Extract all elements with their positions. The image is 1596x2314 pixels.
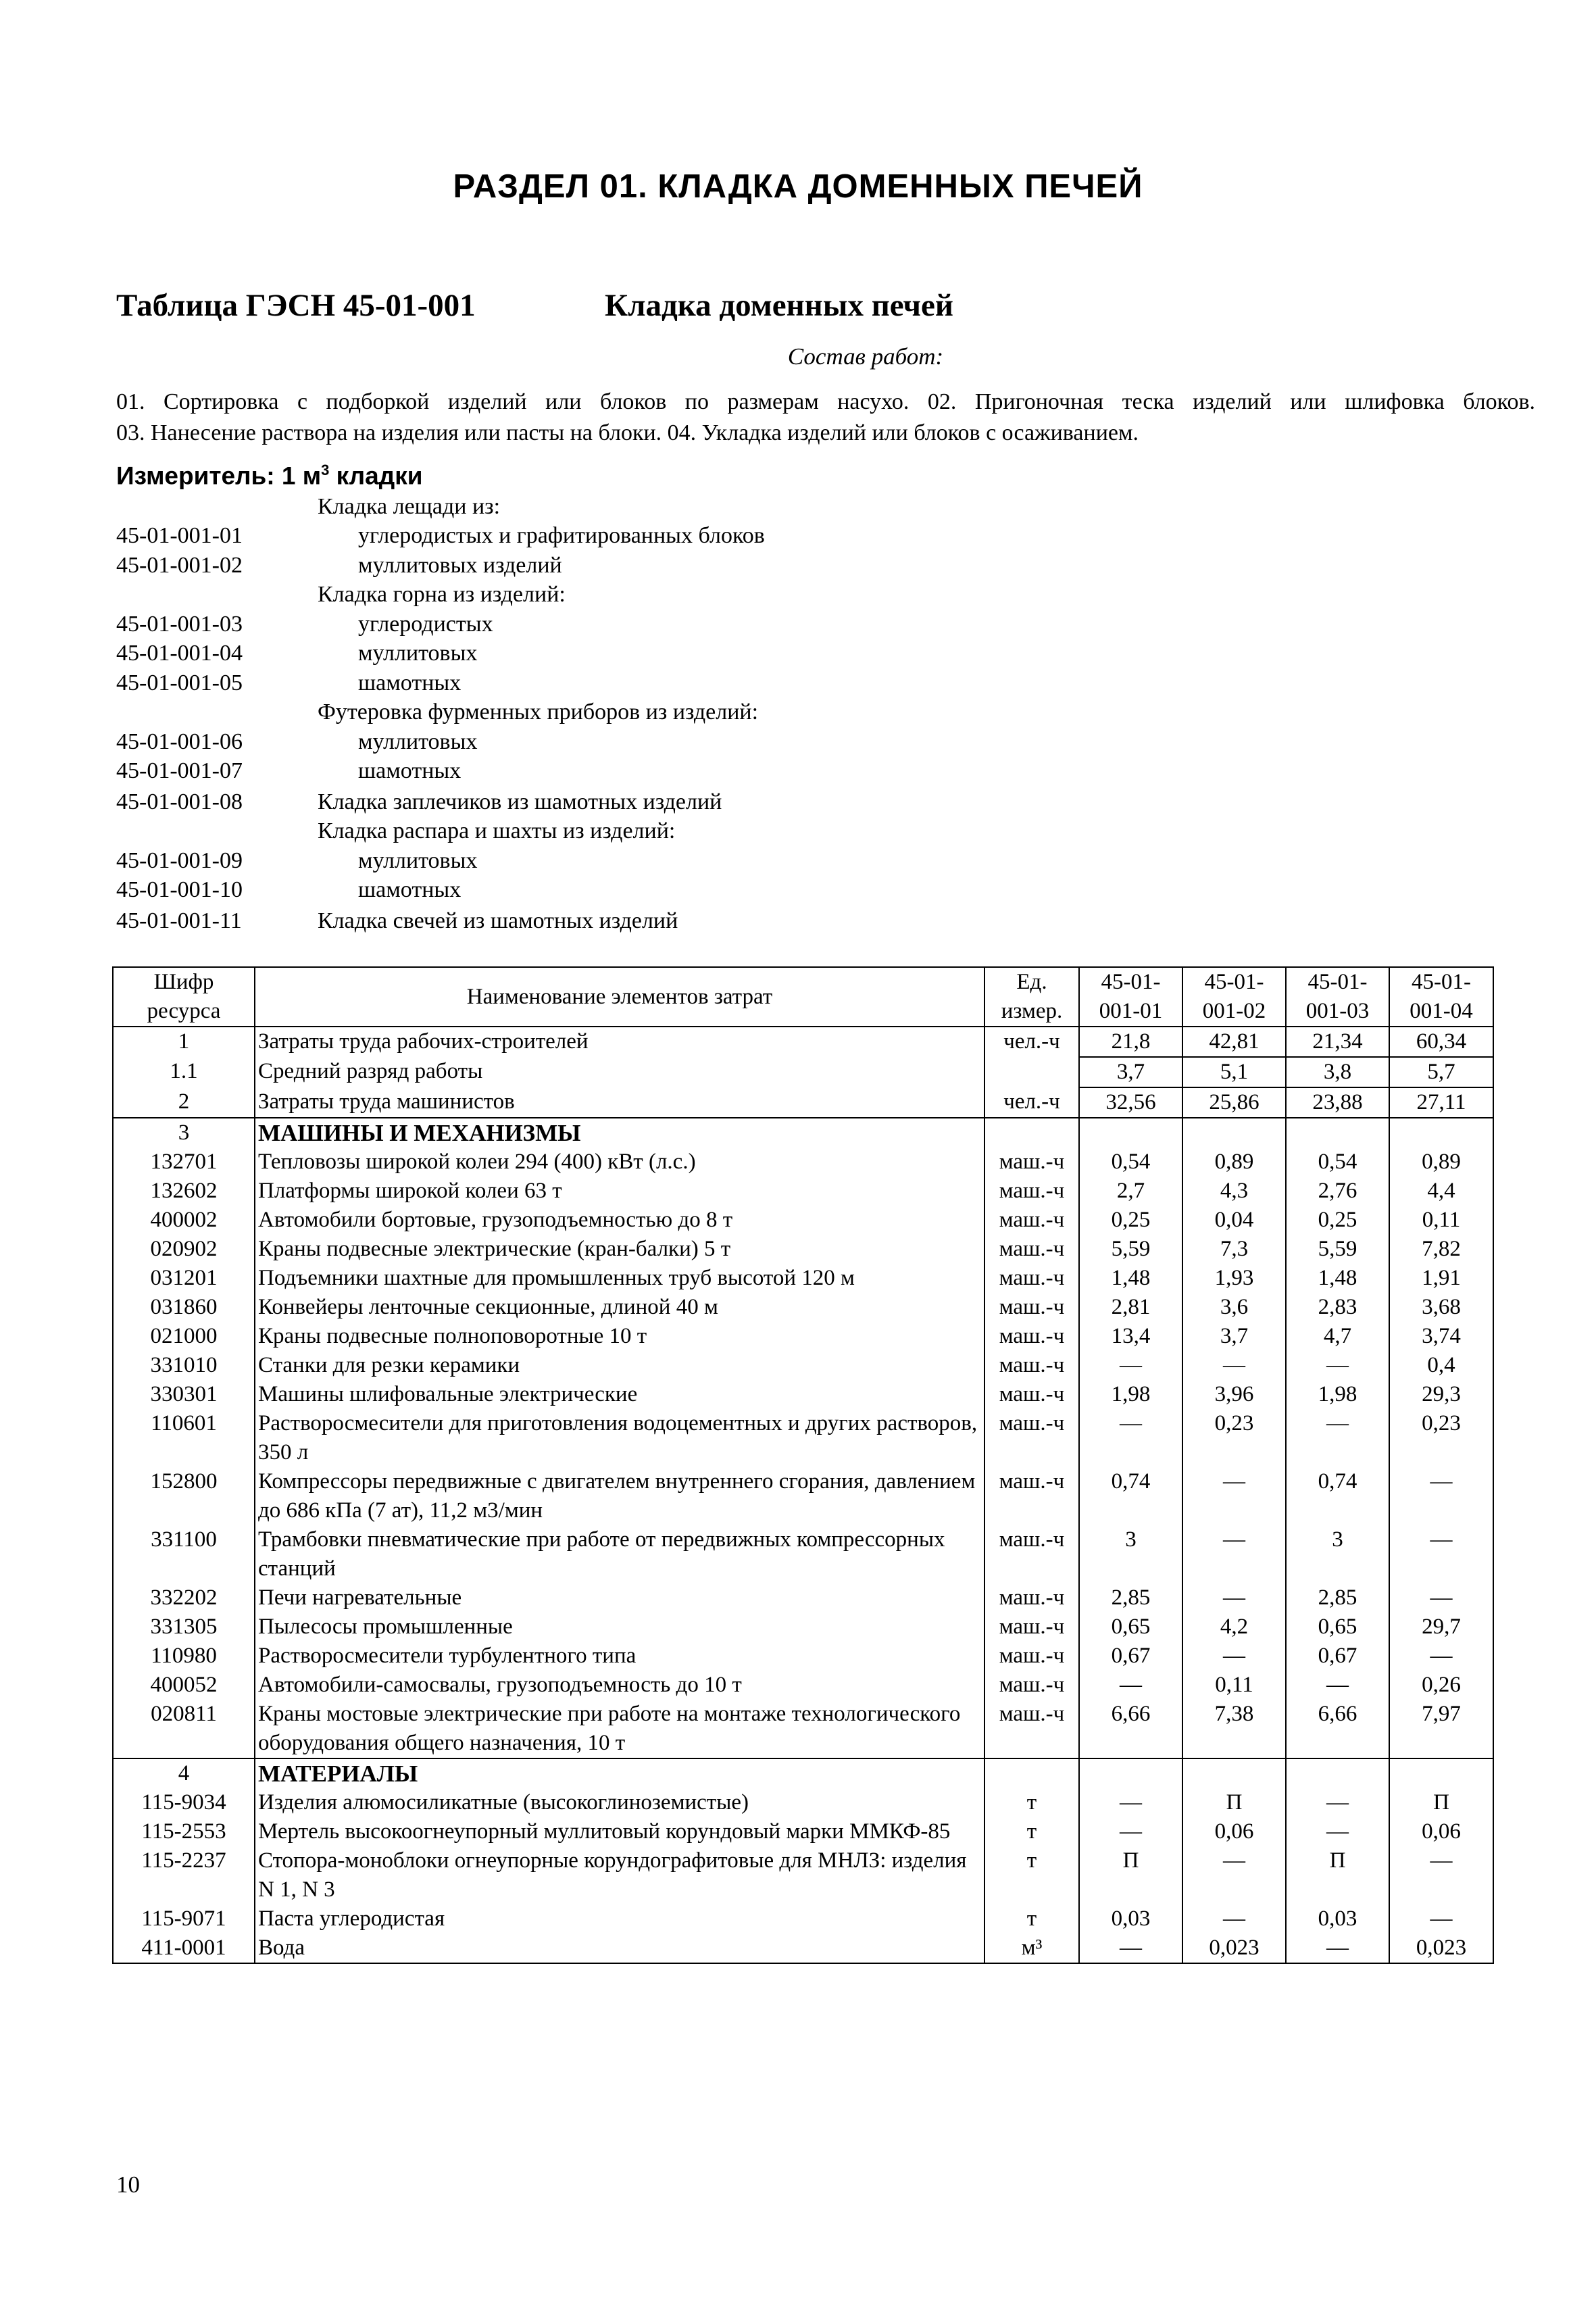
rate-value-1: 0,74: [1079, 1467, 1182, 1525]
resource-unit: [984, 1057, 1079, 1087]
rate-value-1: 32,56: [1079, 1087, 1182, 1118]
resource-unit: маш.-ч: [984, 1206, 1079, 1235]
resource-name: Пылесосы промышленные: [255, 1613, 984, 1642]
resource-name: Компрессоры передвижные с двигателем внутреннего сгорания, давлением до 686 кПа (7 ат), 11,2 м3/мин: [255, 1467, 984, 1525]
rate-value-3: 0,03: [1286, 1904, 1389, 1934]
rate-value-4: —: [1389, 1846, 1493, 1904]
rate-value-2: 4,2: [1182, 1613, 1286, 1642]
rate-value-1: —: [1079, 1351, 1182, 1380]
resource-name: Платформы широкой колеи 63 т: [255, 1177, 984, 1206]
rate-value-4: 0,06: [1389, 1817, 1493, 1846]
rate-description: углеродистых и графитированных блоков: [358, 523, 765, 548]
resource-code: 115-9034: [113, 1788, 255, 1817]
resource-code: 115-9071: [113, 1904, 255, 1934]
resource-code: 031201: [113, 1264, 255, 1293]
rate-value-2: —: [1182, 1904, 1286, 1934]
table-row: [113, 1700, 1493, 1758]
table-row: [113, 1027, 1493, 1057]
rate-value-4: —: [1389, 1525, 1493, 1583]
table-row: [113, 1380, 1493, 1409]
header-col-3: 45-01- 001-03: [1286, 967, 1389, 1027]
resource-name: Подъемники шахтные для промышленных труб высотой 120 м: [255, 1264, 984, 1293]
rate-value-3: 0,65: [1286, 1613, 1389, 1642]
rate-value-2: —: [1182, 1583, 1286, 1613]
rate-code: 45-01-001-08: [116, 789, 243, 814]
resource-name: Затраты труда машинистов: [255, 1087, 984, 1118]
resource-name: Вода: [255, 1934, 984, 1963]
table-header-row: [113, 967, 1493, 1027]
table-row: [113, 1177, 1493, 1206]
rate-code: 45-01-001-01: [116, 523, 243, 548]
unit-exponent: 3: [321, 462, 330, 478]
rate-value-1: 6,66: [1079, 1700, 1182, 1758]
table-row: [113, 1087, 1493, 1118]
rate-value-3: 1,48: [1286, 1264, 1389, 1293]
rate-value-4: 1,91: [1389, 1264, 1493, 1293]
rate-value-3: П: [1286, 1846, 1389, 1904]
resource-code: 020811: [113, 1700, 255, 1758]
table-row: [113, 1467, 1493, 1525]
rate-code: 45-01-001-04: [116, 641, 243, 666]
resource-code: 330301: [113, 1380, 255, 1409]
rate-code: 45-01-001-07: [116, 758, 243, 783]
rate-value-3: 0,54: [1286, 1148, 1389, 1177]
cost-table: [112, 966, 1494, 1964]
rate-value-2: П: [1182, 1788, 1286, 1817]
rate-value-3: 6,66: [1286, 1700, 1389, 1758]
unit-label: Измеритель: 1 м: [116, 462, 322, 490]
rate-value-4: 27,11: [1389, 1087, 1493, 1118]
operations-line-1: 01. Сортировка с подборкой изделий или блоков по размерам насухо. 02. Пригоночная теска изделий или шлифовка блоков.: [116, 389, 1535, 414]
resource-name: Изделия алюмосиликатные (высокоглиноземистые): [255, 1788, 984, 1817]
rate-value-4: П: [1389, 1788, 1493, 1817]
rate-value-3: 0,25: [1286, 1206, 1389, 1235]
work-composition-heading: [0, 343, 1596, 370]
rate-value-4: 3,74: [1389, 1322, 1493, 1351]
resource-name: Растворосмесители турбулентного типа: [255, 1642, 984, 1671]
rate-value-1: 2,7: [1079, 1177, 1182, 1206]
table-row: [113, 1118, 1493, 1148]
rate-value-2: 0,023: [1182, 1934, 1286, 1963]
rate-value-3: 21,34: [1286, 1027, 1389, 1057]
resource-code: 4: [113, 1758, 255, 1788]
rate-value-2: 0,04: [1182, 1206, 1286, 1235]
table-row: [113, 1409, 1493, 1467]
rate-value-3: 1,98: [1286, 1380, 1389, 1409]
rate-value-3: 23,88: [1286, 1087, 1389, 1118]
resource-code: 021000: [113, 1322, 255, 1351]
table-row: [113, 1235, 1493, 1264]
resource-name: Краны подвесные полноповоротные 10 т: [255, 1322, 984, 1351]
resource-name: Краны подвесные электрические (кран-балки) 5 т: [255, 1235, 984, 1264]
resource-name: Средний разряд работы: [255, 1057, 984, 1087]
rate-description: муллитовых: [358, 729, 478, 754]
resource-code: 331100: [113, 1525, 255, 1583]
work-composition-label: Состав работ:: [787, 343, 944, 370]
resource-name: Паста углеродистая: [255, 1904, 984, 1934]
rate-value-1: —: [1079, 1788, 1182, 1817]
rate-value-1: 2,81: [1079, 1293, 1182, 1322]
resource-code: 115-2237: [113, 1846, 255, 1904]
table-id: Таблица ГЭСН 45-01-001: [116, 288, 476, 323]
rate-description: шамотных: [358, 670, 462, 695]
resource-name: Автомобили-самосвалы, грузоподъемность до 10 т: [255, 1671, 984, 1700]
rate-value-1: 1,48: [1079, 1264, 1182, 1293]
rate-value-4: 0,023: [1389, 1934, 1493, 1963]
resource-unit: [984, 1758, 1079, 1788]
rate-value-4: 60,34: [1389, 1027, 1493, 1057]
resource-unit: т: [984, 1846, 1079, 1904]
header-unit: Ед. измер.: [984, 967, 1079, 1027]
rate-value-1: —: [1079, 1934, 1182, 1963]
resource-unit: маш.-ч: [984, 1700, 1079, 1758]
rate-value-3: —: [1286, 1409, 1389, 1467]
section-title: РАЗДЕЛ 01. КЛАДКА ДОМЕННЫХ ПЕЧЕЙ: [453, 168, 1143, 205]
rate-value-3: 0,74: [1286, 1467, 1389, 1525]
table-row: [113, 1758, 1493, 1788]
rate-value-2: [1182, 1118, 1286, 1148]
table-row: [113, 1934, 1493, 1963]
table-row: [113, 1206, 1493, 1235]
rate-value-4: 29,3: [1389, 1380, 1493, 1409]
rate-value-3: —: [1286, 1934, 1389, 1963]
rate-description: Кладка заплечиков из шамотных изделий: [318, 789, 722, 814]
resource-code: 132602: [113, 1177, 255, 1206]
resource-unit: маш.-ч: [984, 1380, 1079, 1409]
resource-name: Автомобили бортовые, грузоподъемностью до 8 т: [255, 1206, 984, 1235]
rate-value-3: 3,8: [1286, 1057, 1389, 1087]
header-code: Шифр ресурса: [113, 967, 255, 1027]
rate-value-4: 7,82: [1389, 1235, 1493, 1264]
rate-value-2: 3,6: [1182, 1293, 1286, 1322]
resource-code: 400002: [113, 1206, 255, 1235]
table-row: [113, 1148, 1493, 1177]
rate-value-2: [1182, 1758, 1286, 1788]
rate-value-1: П: [1079, 1846, 1182, 1904]
rate-value-4: —: [1389, 1583, 1493, 1613]
resource-code: 332202: [113, 1583, 255, 1613]
rate-value-3: 0,67: [1286, 1642, 1389, 1671]
table-row: [113, 1788, 1493, 1817]
rate-value-2: 4,3: [1182, 1177, 1286, 1206]
rate-value-2: 7,3: [1182, 1235, 1286, 1264]
rate-value-1: 0,54: [1079, 1148, 1182, 1177]
rate-value-2: 42,81: [1182, 1027, 1286, 1057]
table-row: [113, 1322, 1493, 1351]
rate-value-2: —: [1182, 1467, 1286, 1525]
table-row: [113, 1642, 1493, 1671]
resource-code: 1.1: [113, 1057, 255, 1087]
rate-value-4: 29,7: [1389, 1613, 1493, 1642]
resource-name: Стопора-моноблоки огнеупорные корундографитовые для МНЛЗ: изделия N 1, N 3: [255, 1846, 984, 1904]
resource-unit: маш.-ч: [984, 1322, 1079, 1351]
unit-tail: кладки: [329, 462, 423, 490]
rate-value-2: 1,93: [1182, 1264, 1286, 1293]
rate-description: шамотных: [358, 877, 462, 902]
rate-code: 45-01-001-11: [116, 908, 242, 933]
rate-value-1: 0,03: [1079, 1904, 1182, 1934]
rate-value-2: 0,23: [1182, 1409, 1286, 1467]
rate-value-3: —: [1286, 1788, 1389, 1817]
rate-description: Кладка свечей из шамотных изделий: [318, 908, 678, 933]
rate-value-4: [1389, 1118, 1493, 1148]
resource-unit: маш.-ч: [984, 1177, 1079, 1206]
resource-code: 1: [113, 1027, 255, 1057]
resource-name: Мертель высокоогнеупорный муллитовый корундовый марки ММКФ-85: [255, 1817, 984, 1846]
rate-value-3: 2,76: [1286, 1177, 1389, 1206]
rate-value-4: —: [1389, 1467, 1493, 1525]
rate-value-3: —: [1286, 1671, 1389, 1700]
table-row: [113, 1583, 1493, 1613]
rate-description: Кладка распара и шахты из изделий:: [318, 818, 676, 843]
resource-code: 331010: [113, 1351, 255, 1380]
table-row: [113, 1351, 1493, 1380]
rate-value-4: —: [1389, 1642, 1493, 1671]
page-number: 10: [116, 2171, 140, 2198]
rate-value-3: —: [1286, 1351, 1389, 1380]
rate-value-4: 0,23: [1389, 1409, 1493, 1467]
rate-value-3: 2,85: [1286, 1583, 1389, 1613]
rate-value-1: 5,59: [1079, 1235, 1182, 1264]
rate-code: 45-01-001-03: [116, 612, 243, 637]
resource-code: 152800: [113, 1467, 255, 1525]
rate-value-4: 3,68: [1389, 1293, 1493, 1322]
rate-value-2: 0,06: [1182, 1817, 1286, 1846]
rate-value-1: 3,7: [1079, 1057, 1182, 1087]
rate-value-1: 13,4: [1079, 1322, 1182, 1351]
rate-value-1: 0,25: [1079, 1206, 1182, 1235]
rate-value-3: 4,7: [1286, 1322, 1389, 1351]
table-row: [113, 1613, 1493, 1642]
rate-value-4: 0,11: [1389, 1206, 1493, 1235]
rate-description: муллитовых изделий: [358, 553, 562, 578]
header-col-1: 45-01- 001-01: [1079, 967, 1182, 1027]
rate-value-2: —: [1182, 1642, 1286, 1671]
rate-value-2: 7,38: [1182, 1700, 1286, 1758]
rate-code: 45-01-001-06: [116, 729, 243, 754]
resource-unit: маш.-ч: [984, 1525, 1079, 1583]
rate-value-1: 1,98: [1079, 1380, 1182, 1409]
rate-value-3: 3: [1286, 1525, 1389, 1583]
rate-description: углеродистых: [358, 612, 493, 637]
rate-value-1: —: [1079, 1817, 1182, 1846]
resource-unit: маш.-ч: [984, 1235, 1079, 1264]
rate-code: 45-01-001-02: [116, 553, 243, 578]
resource-name: Станки для резки керамики: [255, 1351, 984, 1380]
rate-description: муллитовых: [358, 641, 478, 666]
rate-value-2: —: [1182, 1525, 1286, 1583]
rate-description: Футеровка фурменных приборов из изделий:: [318, 699, 759, 724]
rate-value-1: 2,85: [1079, 1583, 1182, 1613]
rate-value-2: 3,96: [1182, 1380, 1286, 1409]
table-row: [113, 1264, 1493, 1293]
rate-value-2: 3,7: [1182, 1322, 1286, 1351]
resource-code: 3: [113, 1118, 255, 1148]
resource-unit: м³: [984, 1934, 1079, 1963]
rate-description: шамотных: [358, 758, 462, 783]
resource-code: 115-2553: [113, 1817, 255, 1846]
rate-value-2: 0,89: [1182, 1148, 1286, 1177]
rate-value-3: 2,83: [1286, 1293, 1389, 1322]
resource-code: 132701: [113, 1148, 255, 1177]
header-name: Наименование элементов затрат: [255, 967, 984, 1027]
resource-unit: маш.-ч: [984, 1264, 1079, 1293]
rate-value-4: 5,7: [1389, 1057, 1493, 1087]
rate-code: 45-01-001-05: [116, 670, 243, 695]
rate-value-4: 0,89: [1389, 1148, 1493, 1177]
rate-value-2: —: [1182, 1846, 1286, 1904]
resource-unit: маш.-ч: [984, 1642, 1079, 1671]
resource-unit: маш.-ч: [984, 1671, 1079, 1700]
rate-value-3: [1286, 1758, 1389, 1788]
table-row: [113, 1293, 1493, 1322]
resource-code: 020902: [113, 1235, 255, 1264]
rate-value-1: [1079, 1758, 1182, 1788]
rate-code: 45-01-001-09: [116, 848, 243, 873]
rate-value-1: 21,8: [1079, 1027, 1182, 1057]
resource-name: Краны мостовые электрические при работе на монтаже технологического оборудования общего назначения, 10 т: [255, 1700, 984, 1758]
resource-unit: маш.-ч: [984, 1613, 1079, 1642]
resource-code: 110980: [113, 1642, 255, 1671]
rate-value-3: —: [1286, 1817, 1389, 1846]
resource-unit: маш.-ч: [984, 1351, 1079, 1380]
resource-unit: т: [984, 1817, 1079, 1846]
rate-description: муллитовых: [358, 848, 478, 873]
resource-unit: маш.-ч: [984, 1467, 1079, 1525]
rate-value-1: [1079, 1118, 1182, 1148]
rate-code: 45-01-001-10: [116, 877, 243, 902]
header-col-4: 45-01- 001-04: [1389, 967, 1493, 1027]
rate-description: Кладка лещади из:: [318, 494, 501, 519]
table-row: [113, 1057, 1493, 1087]
table-row: [113, 1817, 1493, 1846]
resource-unit: т: [984, 1788, 1079, 1817]
resource-code: 411-0001: [113, 1934, 255, 1963]
table-body: [113, 1027, 1493, 1963]
rate-value-1: 3: [1079, 1525, 1182, 1583]
resource-name: Трамбовки пневматические при работе от передвижных компрессорных станций: [255, 1525, 984, 1583]
rate-description: Кладка горна из изделий:: [318, 582, 566, 607]
table-row: [113, 1904, 1493, 1934]
table-name: Кладка доменных печей: [605, 288, 953, 323]
resource-name: Машины шлифовальные электрические: [255, 1380, 984, 1409]
operations-line-2: 03. Нанесение раствора на изделия или пасты на блоки. 04. Укладка изделий или блоков с осаживанием.: [116, 420, 1139, 445]
resource-unit: т: [984, 1904, 1079, 1934]
measurement-unit: [116, 462, 422, 490]
resource-name: Печи нагревательные: [255, 1583, 984, 1613]
resource-unit: маш.-ч: [984, 1293, 1079, 1322]
rate-value-3: 5,59: [1286, 1235, 1389, 1264]
table-row: [113, 1525, 1493, 1583]
rate-value-1: —: [1079, 1409, 1182, 1467]
resource-name: Тепловозы широкой колеи 294 (400) кВт (л.с.): [255, 1148, 984, 1177]
rate-value-2: 5,1: [1182, 1057, 1286, 1087]
rate-value-4: 0,4: [1389, 1351, 1493, 1380]
resource-unit: маш.-ч: [984, 1148, 1079, 1177]
rate-value-2: 0,11: [1182, 1671, 1286, 1700]
rate-value-1: —: [1079, 1671, 1182, 1700]
resource-unit: [984, 1118, 1079, 1148]
table-row: [113, 1671, 1493, 1700]
resource-code: 031860: [113, 1293, 255, 1322]
rate-value-1: 0,65: [1079, 1613, 1182, 1642]
rate-value-4: [1389, 1758, 1493, 1788]
rate-value-2: 25,86: [1182, 1087, 1286, 1118]
resource-code: 2: [113, 1087, 255, 1118]
resource-code: 110601: [113, 1409, 255, 1467]
resource-unit: маш.-ч: [984, 1583, 1079, 1613]
resource-name: МАТЕРИАЛЫ: [255, 1758, 984, 1788]
resource-name: МАШИНЫ И МЕХАНИЗМЫ: [255, 1118, 984, 1148]
header-col-2: 45-01- 001-02: [1182, 967, 1286, 1027]
rate-value-2: —: [1182, 1351, 1286, 1380]
rate-value-3: [1286, 1118, 1389, 1148]
resource-code: 400052: [113, 1671, 255, 1700]
resource-name: Конвейеры ленточные секционные, длиной 40 м: [255, 1293, 984, 1322]
resource-unit: чел.-ч: [984, 1027, 1079, 1057]
resource-name: Растворосмесители для приготовления водоцементных и других растворов, 350 л: [255, 1409, 984, 1467]
rate-value-4: 0,26: [1389, 1671, 1493, 1700]
table-row: [113, 1846, 1493, 1904]
resource-code: 331305: [113, 1613, 255, 1642]
resource-unit: маш.-ч: [984, 1409, 1079, 1467]
rate-value-4: 4,4: [1389, 1177, 1493, 1206]
rate-value-4: —: [1389, 1904, 1493, 1934]
resource-name: Затраты труда рабочих-строителей: [255, 1027, 984, 1057]
rate-value-1: 0,67: [1079, 1642, 1182, 1671]
resource-unit: чел.-ч: [984, 1087, 1079, 1118]
rate-value-4: 7,97: [1389, 1700, 1493, 1758]
